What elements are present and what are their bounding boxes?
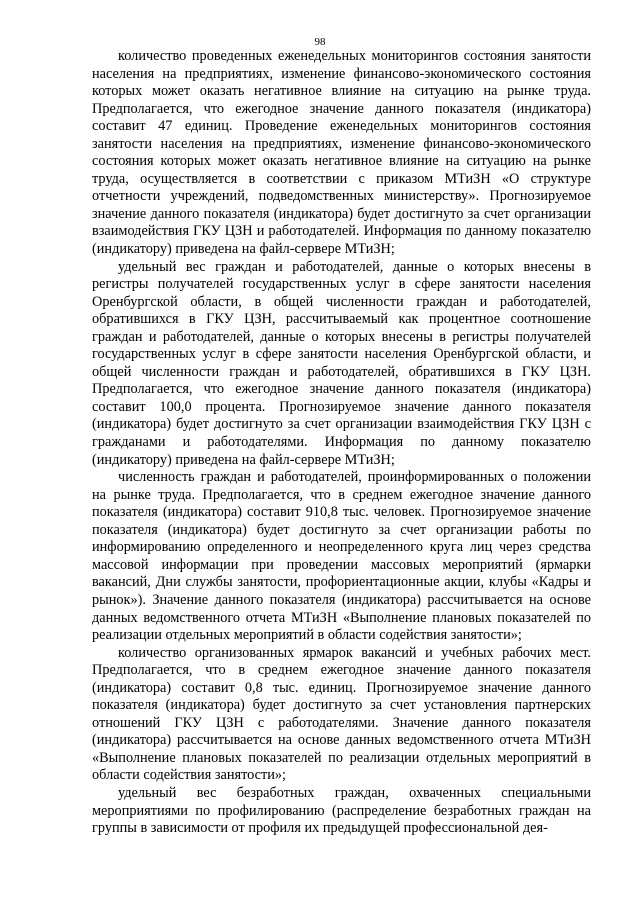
paragraph-profiling-share: удельный вес безработных граждан, охваченных специальными мероприятиями по профилированию (распределение безработных граждан на группы в зависимости от профиля их предыдущей профессиональной дея-	[92, 784, 591, 837]
document-body	[92, 48, 591, 838]
page-number: 98	[314, 36, 326, 48]
paragraph-registry-share: удельный вес граждан и работодателей, данные о которых внесены в регистры получателей государственных услуг в сфере занятости населения Оренбургской области, в общей численности граждан и работодателей, обратившихся в ГКУ ЦЗН, рассчитываемый как процентное соотношение граждан и работодателей, данные о которых внесены в регистры получателей государственных услуг в сфере занятости населения Оренбургской области, и общей численности граждан и работодателей, обратившихся в ГКУ ЦЗН. Предполагается, что ежегодное значение данного показателя (индикатора) составит 100,0 процента. Прогнозируемое значение данного показателя (индикатора) будет достигнуто за счет организации взаимодействия ГКУ ЦЗН с гражданами и работодателями. Информация по данному показателю (индикатору) приведена на файл-сервере МТиЗН;	[92, 258, 591, 468]
paragraph-weekly-monitoring: количество проведенных еженедельных мониторингов состояния занятости населения на предприятиях, изменение финансово-экономического состояния которых может оказать негативное влияние на ситуацию на рынке труда. Предполагается, что ежегодное значение данного показателя (индикатора) составит 47 единиц. Проведение еженедельных мониторингов состояния занятости населения на предприятиях, изменение финансово-экономического состояния которых может оказать негативное влияние на ситуацию на рынке труда, осуществляется в соответствии с приказом МТиЗН «О структуре отчетности учреждений, подведомственных министерству». Прогнозируемое значение данного показателя (индикатора) будет достигнуто за счет организации взаимодействия ГКУ ЦЗН и работодателей. Информация по данному показателю (индикатору) приведена на файл-сервере МТиЗН;	[92, 48, 591, 258]
paragraph-job-fairs: количество организованных ярмарок вакансий и учебных рабочих мест. Предполагается, что в среднем ежегодное значение данного показателя (индикатора) составит 0,8 тыс. единиц. Прогнозируемое значение данного показателя (индикатора) будет достигнуто за счет установления партнерских отношений ГКУ ЦЗН с работодателями. Значение данного показателя (индикатора) рассчитывается на основе данных ведомственного отчета МТиЗН «Выполнение плановых показателей по реализации отдельных мероприятий в области содействия занятости»;	[92, 644, 591, 784]
paragraph-informed-count: численность граждан и работодателей, проинформированных о положении на рынке труда. Предполагается, что в среднем ежегодное значение данного показателя (индикатора) составит 910,8 тыс. человек. Прогнозируемое значение показателя (индикатора) будет достигнуто за счет организации работы по информированию определенного и неопределенного круга лиц через средства массовой информации при проведении массовых мероприятий (ярмарки вакансий, Дни службы занятости, профориентационные акции, клубы «Кадры и рынок»). Значение данного показателя (индикатора) рассчитывается на основе данных ведомственного отчета МТиЗН «Выполнение плановых показателей по реализации отдельных мероприятий в области содействия занятости»;	[92, 469, 591, 644]
